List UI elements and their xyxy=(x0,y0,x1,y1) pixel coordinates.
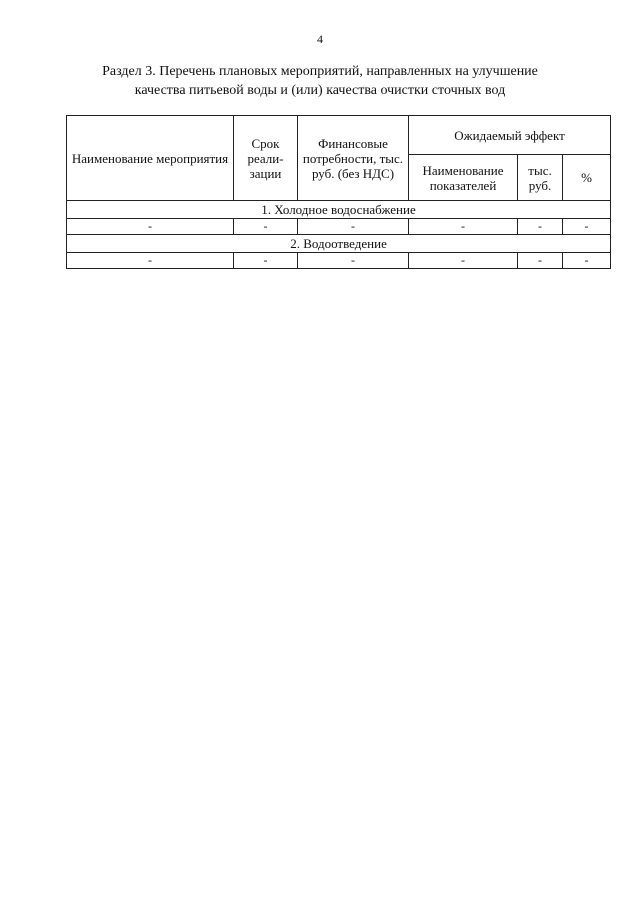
cell-percent: - xyxy=(563,219,611,235)
header-thousand-rub: тыс. руб. xyxy=(518,155,563,201)
header-finance: Финансовые потребности, тыс. руб. (без НДС) xyxy=(298,116,409,201)
table-row xyxy=(67,219,611,235)
cell-thousand-rub: - xyxy=(518,253,563,269)
measures-table xyxy=(66,115,611,269)
header-expected-effect: Ожидаемый эффект xyxy=(409,116,611,155)
header-indicator-name: Наименование показателей xyxy=(409,155,518,201)
cell-measure-name: - xyxy=(67,253,234,269)
group-row-cold-water xyxy=(67,201,611,219)
cell-finance: - xyxy=(298,219,409,235)
cell-percent: - xyxy=(563,253,611,269)
header-percent: % xyxy=(563,155,611,201)
page-number: 4 xyxy=(317,32,323,46)
group-label: 1. Холодное водоснабжение xyxy=(67,201,611,219)
cell-term: - xyxy=(234,253,298,269)
section-title-line-1: Раздел 3. Перечень плановых мероприятий, направленных на улучшение xyxy=(102,64,538,79)
section-title-line-2: качества питьевой воды и (или) качества очистки сточных вод xyxy=(134,83,506,98)
header-term: Срок реали-зации xyxy=(234,116,298,201)
cell-indicator: - xyxy=(409,219,518,235)
cell-thousand-rub: - xyxy=(518,219,563,235)
cell-indicator: - xyxy=(409,253,518,269)
cell-finance: - xyxy=(298,253,409,269)
cell-term: - xyxy=(234,219,298,235)
group-row-sewerage xyxy=(67,235,611,253)
cell-measure-name: - xyxy=(67,219,234,235)
header-measure-name: Наименование мероприятия xyxy=(67,116,234,201)
group-label: 2. Водоотведение xyxy=(67,235,611,253)
table-row xyxy=(67,253,611,269)
section-title xyxy=(60,62,580,100)
